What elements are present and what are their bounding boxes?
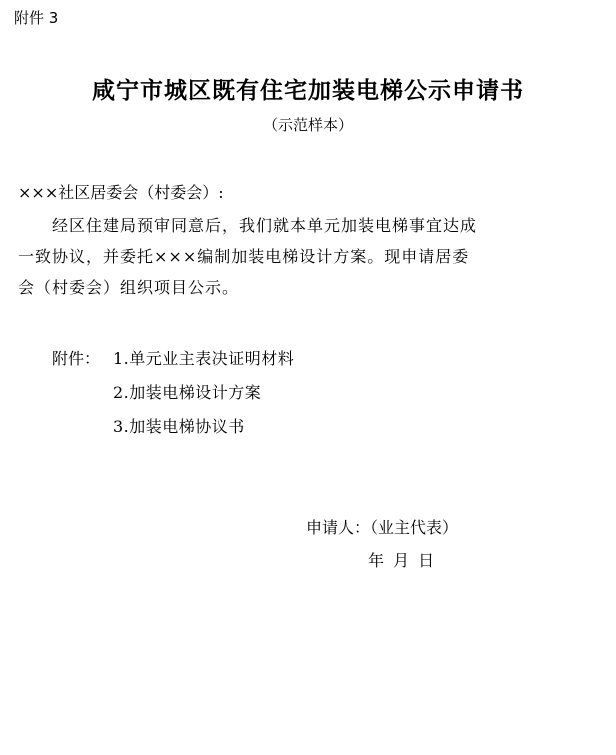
salutation: ×××社区居委会（村委会）: bbox=[18, 183, 224, 202]
document-subtitle: （示范样本） bbox=[262, 116, 353, 134]
date-line: 年 月 日 bbox=[368, 551, 435, 570]
applicant-signature-line: 申请人：（业主代表） bbox=[306, 518, 459, 537]
body-paragraph bbox=[18, 210, 578, 303]
attachments-label: 附件： bbox=[52, 349, 101, 368]
body-line: 经区住建局预审同意后，我们就本单元加装电梯事宜达成 bbox=[52, 216, 478, 235]
body-line: 会（村委会）组织项目公示。 bbox=[18, 278, 240, 297]
attachment-item: 2.加装电梯设计方案 bbox=[113, 383, 262, 402]
document-title: 咸宁市城区既有住宅加装电梯公示申请书 bbox=[92, 78, 524, 104]
attachment-item: 1.单元业主表决证明材料 bbox=[113, 349, 295, 368]
attachment-item: 3.加装电梯协议书 bbox=[113, 417, 245, 436]
attachment-number-label: 附件 3 bbox=[14, 9, 59, 27]
body-line: 一致协议，并委托×××编制加装电梯设计方案。现申请居委 bbox=[18, 247, 470, 266]
